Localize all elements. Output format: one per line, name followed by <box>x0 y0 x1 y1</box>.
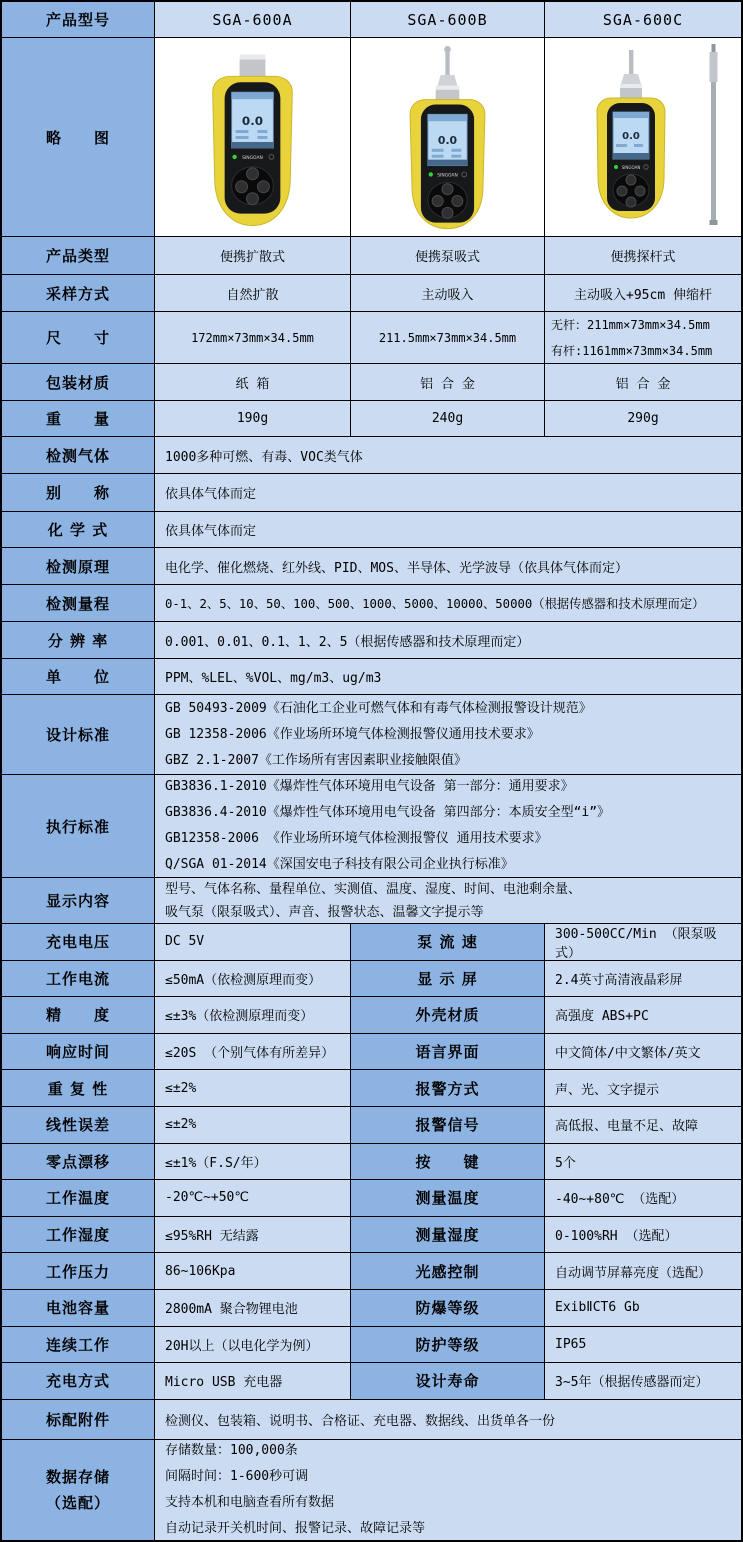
table-row-packaging <box>2 364 741 401</box>
table-row-display-content <box>2 878 741 924</box>
table-row-sketch <box>2 38 741 237</box>
model-sga-600a: SGA-600A <box>155 2 351 38</box>
exec-standard-line1: GB3836.1-2010《爆炸性气体环境用电气设备 第一部分：通用要求》 <box>165 779 574 794</box>
display-screen-label: 显 示 屏 <box>351 961 545 998</box>
exec-standard-line3: GB12358-2006 《作业场所环境气体检测报警仪 通用技术要求》 <box>165 831 548 846</box>
table-row-sampling <box>2 275 741 312</box>
working-temp-value: -20℃~+50℃ <box>155 1180 351 1217</box>
linearity-error-label: 线性误差 <box>2 1107 155 1144</box>
display-content-label: 显示内容 <box>2 878 155 924</box>
accessories-label: 标配附件 <box>2 1400 155 1440</box>
exec-standard-value <box>155 775 741 878</box>
data-storage-label <box>2 1440 155 1540</box>
working-pressure-value: 86~106Kpa <box>155 1253 351 1290</box>
exec-standard-line2: GB3836.4-2010《爆炸性气体环境用电气设备 第四部分：本质安全型“i”》 <box>165 805 611 820</box>
table-row-spec-7 <box>2 1180 741 1217</box>
light-control-label: 光感控制 <box>351 1253 545 1290</box>
response-time-label: 响应时间 <box>2 1034 155 1071</box>
svg-text:0.0: 0.0 <box>241 114 264 129</box>
diffusion-detector-image <box>155 38 350 236</box>
language-label: 语言界面 <box>351 1034 545 1071</box>
dimensions-c <box>545 312 741 364</box>
protection-grade-label: 防护等级 <box>351 1327 545 1364</box>
product-type-label: 产品类型 <box>2 237 155 275</box>
measure-humidity-value: 0-100%RH （选配） <box>545 1217 741 1254</box>
table-row-spec-12 <box>2 1363 741 1400</box>
design-standard-line1: GB 50493-2009《石油化工企业可燃气体和有毒气体检测报警设计规范》 <box>165 700 592 716</box>
light-control-value: 自动调节屏幕亮度（选配） <box>545 1253 741 1290</box>
repeatability-label: 重 复 性 <box>2 1070 155 1107</box>
formula-label: 化 学 式 <box>2 512 155 548</box>
working-current-label: 工作电流 <box>2 961 155 998</box>
gases-label: 检测气体 <box>2 437 155 474</box>
data-storage-value <box>155 1440 741 1540</box>
gases-value: 1000多种可燃、有毒、VOC类气体 <box>155 437 741 474</box>
table-row-spec-8 <box>2 1217 741 1254</box>
charge-voltage-label: 充电电压 <box>2 924 155 961</box>
measure-temp-label: 测量温度 <box>351 1180 545 1217</box>
protection-grade-value: IP65 <box>545 1327 741 1364</box>
battery-capacity-value: 2800mA 聚合物锂电池 <box>155 1290 351 1327</box>
model-sga-600c: SGA-600C <box>545 2 741 38</box>
dimensions-label: 尺 寸 <box>2 312 155 364</box>
units-value: PPM、%LEL、%VOL、mg/m3、ug/m3 <box>155 659 741 695</box>
table-row-spec-2 <box>2 997 741 1034</box>
design-life-value: 3~5年（根据传感器而定） <box>545 1363 741 1400</box>
charging-method-label: 充电方式 <box>2 1363 155 1400</box>
table-row-design-standard <box>2 695 741 775</box>
table-row-dimensions <box>2 312 741 364</box>
measure-temp-value: -40~+80℃ （选配） <box>545 1180 741 1217</box>
accuracy-value: ≤±3%（依检测原理而变） <box>155 997 351 1034</box>
charging-method-value: Micro USB 充电器 <box>155 1363 351 1400</box>
linearity-error-value: ≤±2% <box>155 1107 351 1144</box>
dimensions-a: 172mm×73mm×34.5mm <box>155 312 351 364</box>
continuous-work-value: 20H以上（以电化学为例） <box>155 1327 351 1364</box>
charge-voltage-value: DC 5V <box>155 924 351 961</box>
formula-value: 依具体气体而定 <box>155 512 741 548</box>
table-row-spec-11 <box>2 1327 741 1364</box>
data-storage-label-line1: 数据存储 <box>45 1467 110 1486</box>
table-row-units <box>2 659 741 695</box>
device-photo-sga-600a <box>155 38 351 237</box>
table-row-spec-5 <box>2 1107 741 1144</box>
dimensions-c-line2: 有杆:1161mm×73mm×34.5mm <box>551 343 713 358</box>
svg-text:0.0: 0.0 <box>437 133 458 147</box>
working-humidity-label: 工作湿度 <box>2 1217 155 1254</box>
table-row-product-type <box>2 237 741 275</box>
sketch-label: 略 图 <box>2 38 155 237</box>
data-storage-line2: 间隔时间：1-600秒可调 <box>165 1468 309 1484</box>
table-row-header <box>2 2 741 38</box>
header-label: 产品型号 <box>2 2 155 38</box>
weight-c: 290g <box>545 401 741 437</box>
data-storage-label-line2: （选配） <box>45 1493 110 1512</box>
working-current-value: ≤50mA（依检测原理而变） <box>155 961 351 998</box>
buttons-label: 按 键 <box>351 1144 545 1181</box>
language-value: 中文简体/中文繁体/英文 <box>545 1034 741 1071</box>
exec-standard-line4: Q/SGA 01-2014《深国安电子科技有限公司企业执行标准》 <box>165 857 514 872</box>
design-standard-value <box>155 695 741 775</box>
table-row-weight <box>2 401 741 437</box>
packaging-c: 铝 合 金 <box>545 364 741 401</box>
zero-drift-value: ≤±1%（F.S/年） <box>155 1144 351 1181</box>
pump-detector-image <box>351 38 544 236</box>
range-value: 0-1、2、5、10、50、100、500、1000、5000、10000、50000（根据传感器和技术原理而定） <box>155 585 741 622</box>
measure-humidity-label: 测量湿度 <box>351 1217 545 1254</box>
design-life-label: 设计寿命 <box>351 1363 545 1400</box>
buttons-value: 5个 <box>545 1144 741 1181</box>
resolution-value: 0.001、0.01、0.1、1、2、5（根据传感器和技术原理而定） <box>155 622 741 659</box>
units-label: 单 位 <box>2 659 155 695</box>
weight-b: 240g <box>351 401 545 437</box>
probe-detector-image <box>545 38 741 236</box>
repeatability-value: ≤±2% <box>155 1070 351 1107</box>
dimensions-b: 211.5mm×73mm×34.5mm <box>351 312 545 364</box>
table-row-spec-10 <box>2 1290 741 1327</box>
data-storage-line3: 支持本机和电脑查看所有数据 <box>165 1494 335 1510</box>
table-row-alias <box>2 474 741 512</box>
design-standard-line2: GB 12358-2006《作业场所环境气体检测报警仪通用技术要求》 <box>165 726 540 742</box>
table-row-spec-3 <box>2 1034 741 1071</box>
explosion-proof-value: ExibⅡCT6 Gb <box>545 1290 741 1327</box>
table-row-spec-4 <box>2 1070 741 1107</box>
range-label: 检测量程 <box>2 585 155 622</box>
display-content-value <box>155 878 741 924</box>
shell-material-label: 外壳材质 <box>351 997 545 1034</box>
zero-drift-label: 零点漂移 <box>2 1144 155 1181</box>
working-temp-label: 工作温度 <box>2 1180 155 1217</box>
device-photo-sga-600c <box>545 38 741 237</box>
continuous-work-label: 连续工作 <box>2 1327 155 1364</box>
sampling-label: 采样方式 <box>2 275 155 312</box>
alarm-mode-value: 声、光、文字提示 <box>545 1070 741 1107</box>
sampling-c: 主动吸入+95cm 伸缩杆 <box>545 275 741 312</box>
pump-flow-value: 300-500CC/Min （限泵吸式） <box>545 924 741 961</box>
pump-flow-label: 泵 流 速 <box>351 924 545 961</box>
battery-capacity-label: 电池容量 <box>2 1290 155 1327</box>
table-row-spec-0 <box>2 924 741 961</box>
packaging-b: 铝 合 金 <box>351 364 545 401</box>
table-row-spec-9 <box>2 1253 741 1290</box>
product-type-c: 便携探杆式 <box>545 237 741 275</box>
table-row-formula <box>2 512 741 548</box>
accuracy-label: 精 度 <box>2 997 155 1034</box>
working-pressure-label: 工作压力 <box>2 1253 155 1290</box>
packaging-a: 纸 箱 <box>155 364 351 401</box>
response-time-value: ≤20S （个别气体有所差异） <box>155 1034 351 1071</box>
display-screen-value: 2.4英寸高清液晶彩屏 <box>545 961 741 998</box>
alias-value: 依具体气体而定 <box>155 474 741 512</box>
table-row-resolution <box>2 622 741 659</box>
alias-label: 别 称 <box>2 474 155 512</box>
design-standard-line3: GBZ 2.1-2007《工作场所有害因素职业接触限值》 <box>165 752 467 768</box>
principle-value: 电化学、催化燃烧、红外线、PID、MOS、半导体、光学波导（依具体气体而定） <box>155 548 741 585</box>
table-row-data-storage <box>2 1440 741 1540</box>
svg-text:0.0: 0.0 <box>622 131 640 142</box>
resolution-label: 分 辨 率 <box>2 622 155 659</box>
svg-text:SINGOAN: SINGOAN <box>437 173 458 179</box>
model-sga-600b: SGA-600B <box>351 2 545 38</box>
display-content-line2: 吸气泵（限泵吸式）、声音、报警状态、温馨文字提示等 <box>165 904 484 920</box>
explosion-proof-label: 防爆等级 <box>351 1290 545 1327</box>
table-row-exec-standard <box>2 775 741 878</box>
product-type-a: 便携扩散式 <box>155 237 351 275</box>
weight-a: 190g <box>155 401 351 437</box>
shell-material-value: 高强度 ABS+PC <box>545 997 741 1034</box>
table-row-spec-6 <box>2 1144 741 1181</box>
table-row-accessories <box>2 1400 741 1440</box>
data-storage-line4: 自动记录开关机时间、报警记录、故障记录等 <box>165 1520 426 1536</box>
product-type-b: 便携泵吸式 <box>351 237 545 275</box>
alarm-mode-label: 报警方式 <box>351 1070 545 1107</box>
svg-text:SINGOAN: SINGOAN <box>242 155 263 161</box>
svg-text:SINGOAN: SINGOAN <box>621 165 641 170</box>
device-photo-sga-600b <box>351 38 545 237</box>
data-storage-line1: 存储数量：100,000条 <box>165 1442 298 1458</box>
alarm-signal-label: 报警信号 <box>351 1107 545 1144</box>
table-row-spec-1 <box>2 961 741 998</box>
working-humidity-value: ≤95%RH 无结露 <box>155 1217 351 1254</box>
table-row-principle <box>2 548 741 585</box>
principle-label: 检测原理 <box>2 548 155 585</box>
design-standard-label: 设计标准 <box>2 695 155 775</box>
table-row-range <box>2 585 741 622</box>
sampling-b: 主动吸入 <box>351 275 545 312</box>
weight-label: 重 量 <box>2 401 155 437</box>
sampling-a: 自然扩散 <box>155 275 351 312</box>
table-row-gases <box>2 437 741 474</box>
alarm-signal-value: 高低报、电量不足、故障 <box>545 1107 741 1144</box>
exec-standard-label: 执行标准 <box>2 775 155 878</box>
display-content-line1: 型号、气体名称、量程单位、实测值、温度、湿度、时间、电池剩余量、 <box>165 881 582 897</box>
accessories-value: 检测仪、包装箱、说明书、合格证、充电器、数据线、出货单各一份 <box>155 1400 741 1440</box>
packaging-label: 包装材质 <box>2 364 155 401</box>
dimensions-c-line1: 无杆：211mm×73mm×34.5mm <box>551 317 710 332</box>
